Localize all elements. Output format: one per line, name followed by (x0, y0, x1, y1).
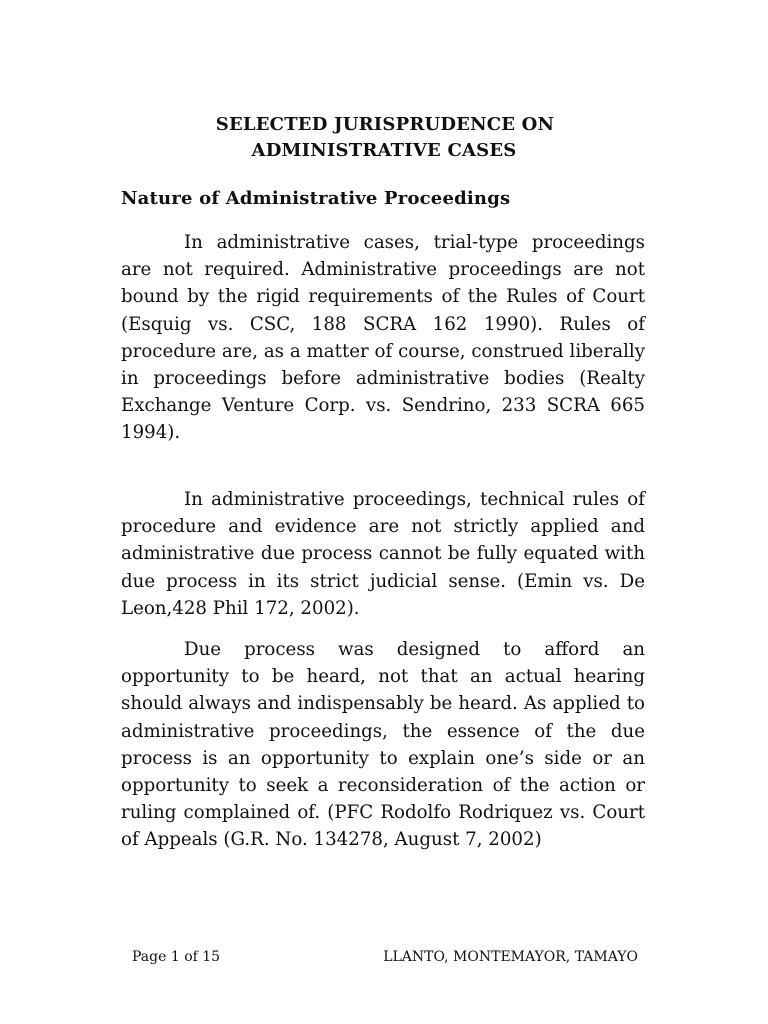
footer-authors: LLANTO, MONTEMAYOR, TAMAYO (383, 949, 638, 965)
paragraph-1: In administrative cases, trial-type proceedings are not required. Administrative proceedings are not bound by the rigid requirements of the Rules of Court (Esquig vs. CSC, 188 SCRA 162 1990). Rules of procedure are, as a matter of course, construed liberally in proceedings before administrative bodies (Realty Exchange Venture Corp. vs. Sendrino, 233 SCRA 665 1994). (121, 232, 645, 444)
document-title-line-1: SELECTED JURISPRUDENCE ON (215, 114, 555, 135)
section-heading: Nature of Administrative Proceedings (121, 188, 511, 209)
document-title-line-2: ADMINISTRATIVE CASES (251, 140, 517, 161)
paragraph-2: In administrative proceedings, technical rules of procedure and evidence are not strictly applied and administrative due process cannot be fully equated with due process in its strict judicial sense. (Emin vs. De Leon,428 Phil 172, 2002). (121, 489, 645, 619)
paragraph-3: Due process was designed to afford an opportunity to be heard, not that an actual hearing should always and indispensably be heard. As applied to administrative proceedings, the essence of the due process is an opportunity to explain one’s side or an opportunity to seek a reconsideration of the action or ruling complained of. (PFC Rodolfo Rodriquez vs. Court of Appeals (G.R. No. 134278, August 7, 2002) (121, 639, 645, 851)
page-number: Page 1 of 15 (132, 949, 221, 965)
